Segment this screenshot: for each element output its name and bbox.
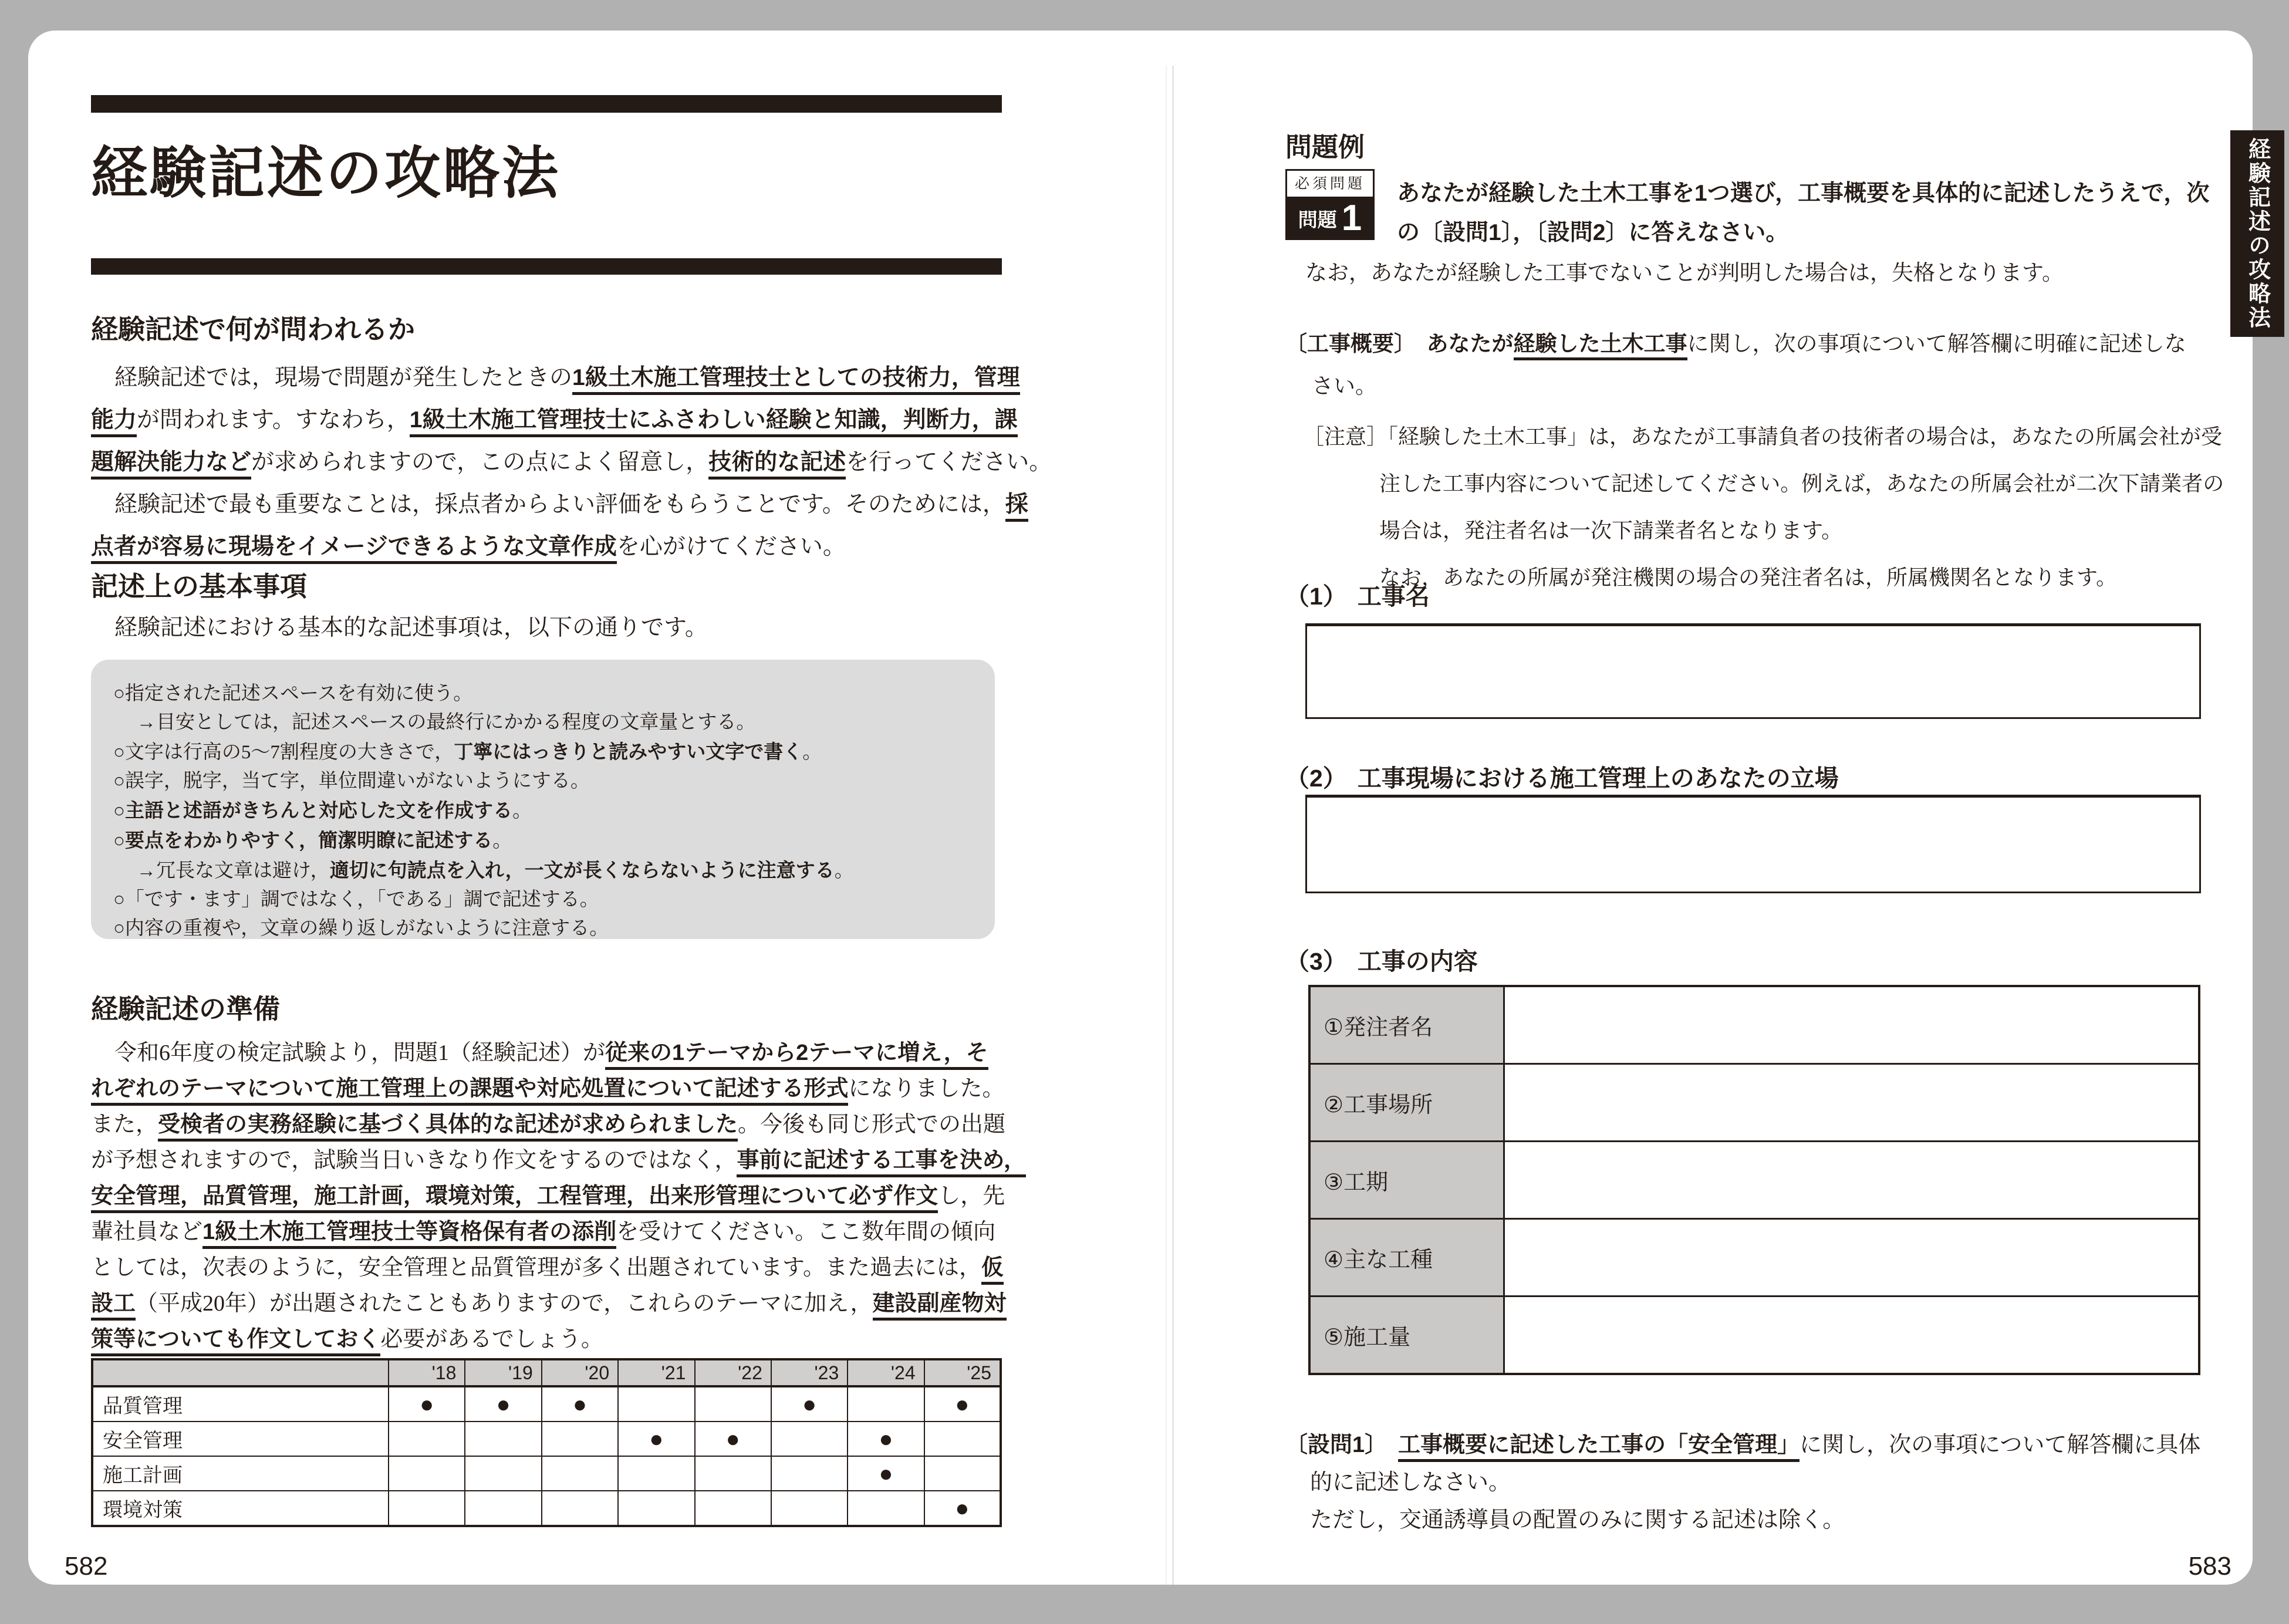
text-segment: ○指定された記述スペースを有効に使う。 (113, 683, 473, 704)
item3-heading (1285, 947, 1478, 976)
item1-heading (1285, 582, 1430, 611)
item3-label: 工事の内容 (1357, 948, 1478, 975)
text-segment: 採 (1005, 492, 1028, 522)
item1-number: （1） (1285, 583, 1347, 610)
text-segment: を受けてください。ここ数年間の傾向 (616, 1220, 996, 1244)
text-segment: ○ (113, 830, 125, 852)
text-segment: 1級土木施工管理技士としての技術力，管理 (572, 365, 1020, 395)
text-segment: 。今後も同じ形式での出題 (738, 1112, 1006, 1137)
text-segment: 注した工事内容について記述してください。例えば，あなたの所属会社が二次下請業者の (1379, 472, 2224, 495)
caution-block (1303, 413, 2224, 601)
section-heading-basics: 記述上の基本事項 (91, 571, 307, 602)
text-segment: 要点をわかりやすく，簡潔明瞭に記述する (124, 829, 493, 851)
text-segment: 経験記述における基本的な記述事項は，以下の通りです。 (114, 615, 708, 640)
text-segment: （平成20年）が出題されたこともありますので，これらのテーマに加え， (136, 1291, 873, 1316)
exam-history-table (91, 1358, 1002, 1527)
text-line (91, 1322, 1007, 1358)
year-header-cell: '20 (542, 1359, 618, 1386)
text-segment: なお，あなたが経験した工事でないことが判明した場合は，失格となります。 (1305, 261, 2064, 285)
year-header-cell: '23 (771, 1359, 848, 1386)
history-empty-cell (389, 1491, 465, 1526)
text-segment: 策等についても作文しておく (91, 1327, 380, 1356)
history-empty-cell (924, 1422, 1001, 1456)
text-segment: の〔設問1〕，〔設問2〕に答えなさい。 (1397, 220, 1789, 245)
text-line (1397, 213, 2195, 252)
paragraph-what (91, 357, 1052, 568)
text-line (113, 796, 973, 826)
example-heading: 問題例 (1285, 132, 1365, 162)
item3-number: （3） (1285, 948, 1347, 975)
text-line (91, 1035, 1007, 1071)
text-segment: を心がけてください。 (616, 534, 846, 559)
text-line (1305, 258, 2203, 289)
text-segment: 〔工事概要〕 (1285, 332, 1405, 356)
required-question-label: 必須問題 (1287, 171, 1373, 198)
history-empty-cell (389, 1456, 465, 1491)
history-empty-cell (542, 1491, 618, 1526)
history-empty-cell (618, 1456, 694, 1491)
disqualification-note (1305, 258, 2203, 289)
history-row-label: 施工計画 (92, 1456, 389, 1491)
content-answer-cell (1504, 1219, 2200, 1297)
text-line (91, 526, 1007, 568)
text-line (91, 484, 1028, 526)
setsumon1-block (1285, 1426, 2201, 1539)
text-segment: ○誤字，脱字，当て字，単位間違いがないようにする。 (113, 771, 590, 792)
history-mark-cell: ● (389, 1386, 465, 1422)
text-line (1285, 1501, 2201, 1539)
history-row-label: 品質管理 (92, 1386, 389, 1422)
text-line (1303, 460, 2224, 507)
history-mark-cell: ● (924, 1386, 1001, 1422)
text-segment: 題解決能力など (91, 450, 251, 480)
text-segment: また， (91, 1112, 158, 1137)
text-line (113, 826, 973, 856)
text-line (91, 357, 1020, 399)
text-segment: ［注意］「経験した土木工事」は，あなたが工事請負者の技術者の場合は，あなたの所属会社が受 (1303, 425, 2223, 448)
text-line (1285, 1426, 2201, 1464)
history-empty-cell (848, 1386, 924, 1422)
text-segment: ○文字は行高の5〜7割程度の大きさで， (113, 742, 454, 763)
text-line (91, 1143, 1026, 1179)
text-line (91, 1286, 1007, 1322)
work-content-table (1308, 985, 2200, 1375)
text-segment: が問われます。すなわち， (137, 407, 410, 433)
question-badge (1285, 169, 1375, 240)
text-segment: 1級土木施工管理技士等資格保有者の添削 (202, 1220, 616, 1249)
question-number-plate (1287, 198, 1373, 238)
text-segment: あなたが (1426, 332, 1514, 356)
content-answer-cell (1504, 1297, 2200, 1375)
content-answer-cell (1504, 1064, 2200, 1142)
history-empty-cell (465, 1422, 541, 1456)
history-empty-cell (465, 1491, 541, 1526)
year-header-cell: '21 (618, 1359, 694, 1386)
content-row (1309, 1219, 2199, 1297)
history-mark-cell: ● (848, 1456, 924, 1491)
text-line (91, 1214, 1007, 1250)
question-number: 1 (1341, 198, 1362, 238)
item1-label: 工事名 (1357, 583, 1430, 610)
history-empty-cell (771, 1456, 848, 1491)
text-segment: さい。 (1312, 374, 1377, 399)
content-row-label: ②工事場所 (1309, 1064, 1504, 1142)
text-segment: 工事概要に記述した工事の「安全管理」 (1398, 1433, 1800, 1462)
text-segment: れぞれのテーマについて施工管理上の課題や対応処置について記述する形式 (91, 1076, 848, 1106)
text-segment: 技術的な記述 (708, 450, 846, 480)
history-row (92, 1456, 1001, 1491)
history-mark-cell: ● (695, 1422, 771, 1456)
content-row (1309, 1297, 2199, 1375)
content-row-label: ⑤施工量 (1309, 1297, 1504, 1375)
text-line (113, 737, 973, 767)
question-word: 問題 (1298, 208, 1337, 231)
text-segment: 経験記述で最も重要なことは，採点者からよい評価をもらうことです。そのためには， (114, 492, 1005, 517)
text-segment: 仮 (981, 1255, 1004, 1285)
content-row (1309, 986, 2199, 1064)
text-line (91, 1071, 1007, 1107)
answer-box-work-name (1305, 623, 2201, 719)
text-line (113, 767, 973, 796)
item2-number: （2） (1285, 765, 1347, 792)
text-segment (1405, 332, 1427, 356)
text-line (113, 914, 973, 943)
text-segment: 経験した土木工事 (1514, 332, 1687, 360)
text-segment (1376, 1433, 1398, 1457)
question-statement (1397, 174, 2210, 252)
text-segment: 従来の1テーマから2テーマに増え，そ (605, 1041, 988, 1070)
history-empty-cell (618, 1491, 694, 1526)
history-empty-cell (924, 1456, 1001, 1491)
history-row (92, 1491, 1001, 1526)
text-segment: 令和6年度の検定試験より，問題1（経験記述）が (114, 1041, 606, 1065)
history-mark-cell: ● (771, 1386, 848, 1422)
content-answer-cell (1504, 986, 2200, 1064)
history-empty-cell (389, 1422, 465, 1456)
text-segment: あなたが経験した土木工事を1つ選び，工事概要を具体的に記述したうえで，次 (1397, 181, 2210, 206)
history-mark-cell: ● (542, 1386, 618, 1422)
text-segment: になりました。 (848, 1076, 1005, 1101)
text-segment: 受検者の実務経験に基づく具体的な記述が求められました (158, 1112, 738, 1142)
text-line (113, 680, 973, 708)
text-segment: 建設副産物対 (873, 1291, 1007, 1321)
text-line (113, 708, 973, 737)
year-header-cell: '24 (848, 1359, 924, 1386)
text-segment: が求められますので，この点によく留意し， (251, 450, 709, 475)
book-page-spread (28, 31, 2253, 1585)
text-segment: 事前に記述する工事を決め， (737, 1148, 1025, 1177)
text-segment: 場合は，発注者名は一次下請業者名となります。 (1379, 519, 1843, 542)
text-segment: 。 (802, 742, 822, 763)
text-segment: 的に記述しなさい。 (1310, 1470, 1511, 1495)
work-content-body (1309, 986, 2199, 1374)
content-row-label: ①発注者名 (1309, 986, 1504, 1064)
text-line (91, 399, 1018, 441)
basics-intro (91, 613, 1007, 643)
text-line (1285, 366, 2201, 408)
basics-checklist-box (91, 660, 995, 939)
chapter-side-tab: 経験記述の攻略法 (2230, 130, 2284, 337)
history-row (92, 1386, 1001, 1422)
text-line (91, 1179, 1007, 1214)
text-segment: ○内容の重複や，文章の繰り返しがないように注意する。 (113, 918, 609, 939)
text-line (1285, 323, 2201, 366)
history-empty-cell (695, 1456, 771, 1491)
history-empty-cell (618, 1386, 694, 1422)
text-line (91, 1250, 1007, 1286)
text-segment: →目安としては，記述スペースの最終行にかかる程度の文章量とする。 (137, 712, 756, 733)
history-empty-cell (695, 1491, 771, 1526)
text-segment: 主語と述語がきちんと対応した文を作成する (124, 799, 512, 821)
answer-box-position (1305, 795, 2201, 893)
center-fold-line (1172, 66, 1174, 1585)
page-number-right: 583 (2188, 1552, 2231, 1581)
title-rule-bottom (91, 258, 1002, 275)
text-line (91, 441, 1052, 484)
text-segment: 設工 (91, 1291, 136, 1321)
text-segment: 〔設問1〕 (1285, 1433, 1376, 1457)
section-heading-prep: 経験記述の準備 (91, 994, 280, 1024)
text-segment: を行ってください。 (846, 450, 1052, 475)
history-mark-cell: ● (848, 1422, 924, 1456)
text-line (113, 886, 973, 914)
history-header-blank (92, 1359, 389, 1386)
history-row (92, 1422, 1001, 1456)
text-line (1285, 1464, 2201, 1501)
item2-heading (1285, 764, 1839, 793)
year-header-cell: '19 (465, 1359, 541, 1386)
text-segment: 。 (834, 860, 854, 882)
text-segment: 経験記述では，現場で問題が発生したときの (114, 365, 573, 390)
text-segment: 。 (512, 801, 532, 822)
text-segment: 1級土木施工管理技士にふさわしい経験と知識，判断力，課 (410, 407, 1018, 437)
history-empty-cell (771, 1491, 848, 1526)
text-segment: 。 (492, 830, 512, 852)
item2-label: 工事現場における施工管理上のあなたの立場 (1357, 765, 1839, 792)
text-segment: →冗長な文章は避け， (137, 860, 330, 882)
chapter-title: 経験記述の攻略法 (91, 142, 561, 205)
text-line (1397, 174, 2210, 213)
title-rule-top (91, 95, 1002, 113)
text-line (1303, 413, 2223, 460)
content-row (1309, 1064, 2199, 1142)
history-empty-cell (848, 1491, 924, 1526)
content-row-label: ④主な工種 (1309, 1219, 1504, 1297)
text-line (113, 856, 973, 886)
work-overview-block (1285, 323, 2201, 408)
history-empty-cell (771, 1422, 848, 1456)
text-segment: 丁寧にはっきりと読みやすい文字で書く (454, 741, 803, 762)
text-segment: 安全管理，品質管理，施工計画，環境対策，工程管理，出来形管理について必ず作文 (91, 1184, 938, 1213)
text-segment: 能力 (91, 407, 137, 437)
text-line (1303, 507, 2207, 554)
text-segment: ○「です・ます」調ではなく，「である」調で記述する。 (113, 889, 599, 910)
exam-history-body (92, 1359, 1001, 1526)
text-segment: 必要があるでしょう。 (380, 1327, 603, 1352)
content-answer-cell (1504, 1142, 2200, 1219)
page-number-left: 582 (65, 1552, 108, 1581)
year-header-cell: '25 (924, 1359, 1001, 1386)
history-empty-cell (542, 1422, 618, 1456)
text-segment: としては，次表のように，安全管理と品質管理が多く出題されています。また過去には， (91, 1255, 981, 1280)
text-segment: に関し，次の事項について解答欄に明確に記述しな (1687, 332, 2186, 356)
text-segment: 点者が容易に現場をイメージできるような文章作成 (91, 534, 617, 564)
content-row-label: ③工期 (1309, 1142, 1504, 1219)
paragraph-prep (91, 1035, 1026, 1358)
text-line (91, 613, 1007, 643)
text-segment: 輩社員など (91, 1220, 203, 1244)
history-mark-cell: ● (618, 1422, 694, 1456)
history-empty-cell (465, 1456, 541, 1491)
text-segment: に関し，次の事項について解答欄に具体 (1800, 1433, 2201, 1457)
text-segment: ○ (113, 801, 125, 822)
text-line (1303, 554, 2207, 601)
history-empty-cell (542, 1456, 618, 1491)
history-empty-cell (695, 1386, 771, 1422)
section-heading-what: 経験記述で何が問われるか (91, 314, 415, 345)
history-row-label: 環境対策 (92, 1491, 389, 1526)
year-header-cell: '22 (695, 1359, 771, 1386)
text-segment: ただし，交通誘導員の配置のみに関する記述は除く。 (1310, 1508, 1845, 1532)
text-line (91, 1107, 1007, 1143)
text-segment: 適切に句読点を入れ，一文が長くならないように注意する (329, 859, 835, 881)
history-mark-cell: ● (924, 1491, 1001, 1526)
text-segment: し，先 (938, 1184, 1005, 1208)
history-mark-cell: ● (465, 1386, 541, 1422)
year-header-cell: '18 (389, 1359, 465, 1386)
history-header-row (92, 1359, 1001, 1386)
text-segment: なお，あなたの所属が発注機関の場合の発注者名は，所属機関名となります。 (1379, 566, 2118, 589)
text-segment: が予想されますので，試験当日いきなり作文をするのではなく， (91, 1148, 737, 1173)
center-fold-highlight (1166, 66, 1167, 1585)
history-row-label: 安全管理 (92, 1422, 389, 1456)
content-row (1309, 1142, 2199, 1219)
